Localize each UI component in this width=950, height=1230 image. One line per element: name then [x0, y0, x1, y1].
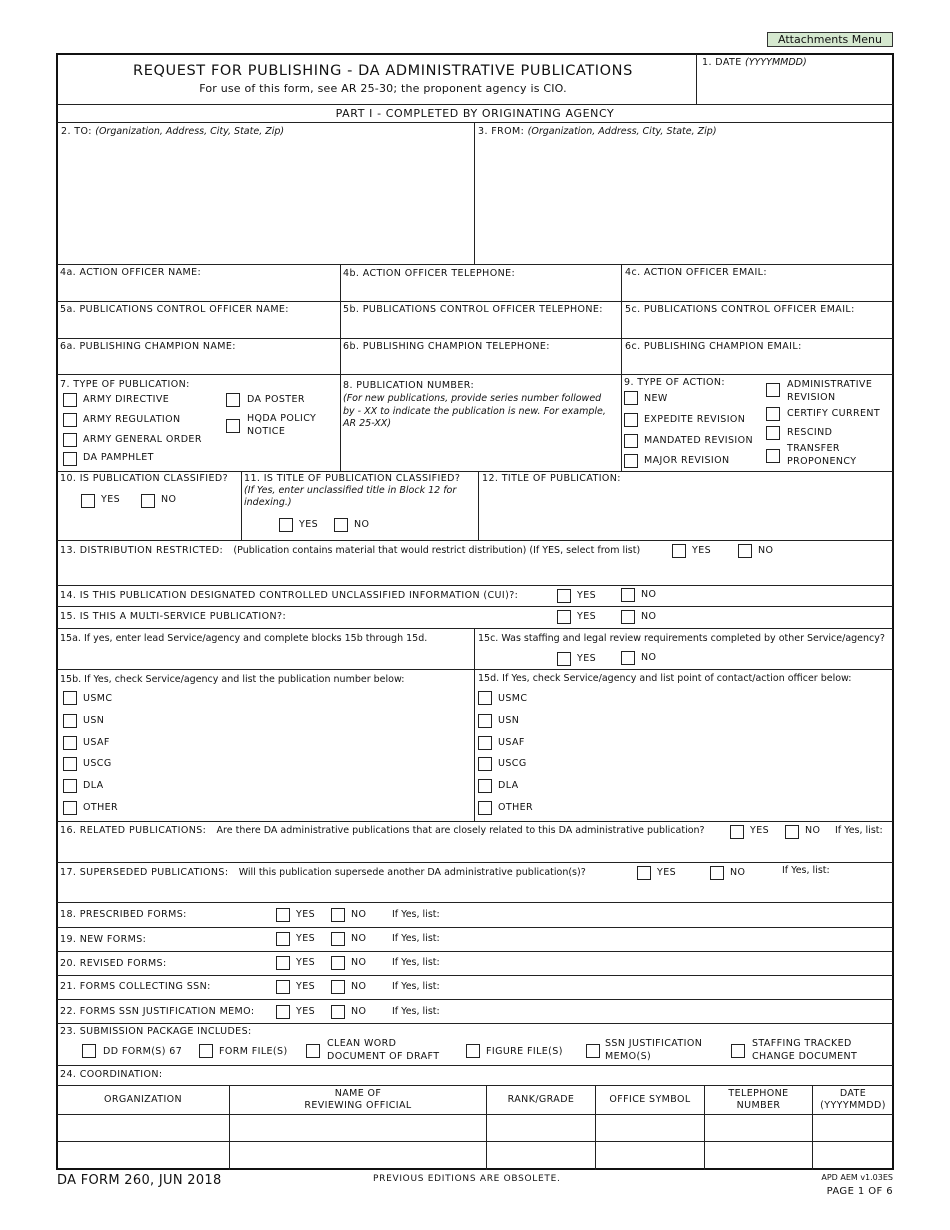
q15-no-label: NO	[641, 611, 657, 622]
form-id: DA FORM 260, JUN 2018	[57, 1173, 222, 1188]
from-hint: (Organization, Address, City, State, Zip)	[527, 126, 717, 137]
q21-yes-label: YES	[296, 981, 316, 992]
pco-email-field[interactable]: 5c. PUBLICATIONS CONTROL OFFICER EMAIL:	[625, 304, 855, 315]
transfer-label: TRANSFER	[787, 443, 840, 454]
q15d-usmc-label: USMC	[498, 693, 528, 704]
q13-label	[60, 545, 640, 557]
q11-no-label: NO	[354, 519, 370, 530]
q16-hint: Are there DA administrative publications that are closely related to this DA administrative publication?	[216, 825, 705, 836]
q15d-dla-label: DLA	[498, 780, 519, 791]
to-field[interactable]	[61, 126, 284, 138]
publication-number-hint-2: by - XX to indicate the publication is new. For example,	[343, 406, 606, 417]
q11-hint: (If Yes, enter unclassified title in Block 12 for	[244, 485, 457, 496]
q17-no-label: NO	[730, 867, 746, 878]
q22-label: 22. FORMS SSN JUSTIFICATION MEMO:	[60, 1006, 255, 1017]
form-files-checkbox[interactable]	[199, 1044, 213, 1058]
q17-title: 17. SUPERSEDED PUBLICATIONS:	[60, 867, 229, 878]
q22-yes-checkbox[interactable]	[276, 1005, 290, 1019]
q20-yes-label: YES	[296, 957, 316, 968]
ssn-justification-label: SSN JUSTIFICATION	[605, 1038, 703, 1049]
q15b-usaf-label: USAF	[83, 737, 110, 748]
q18-yes-label: YES	[296, 909, 316, 920]
q16-no-checkbox[interactable]	[785, 825, 799, 839]
da-pamphlet-checkbox[interactable]	[63, 452, 77, 466]
new-label: NEW	[644, 393, 668, 404]
q17-yes-label: YES	[657, 867, 677, 878]
staffing-tracked-label: STAFFING TRACKED	[752, 1038, 852, 1049]
q10-yes-label: YES	[101, 494, 121, 505]
q19-no-label: NO	[351, 933, 367, 944]
page-number: PAGE 1 OF 6	[826, 1186, 893, 1197]
certify-current-checkbox[interactable]	[766, 407, 780, 421]
pco-telephone-field[interactable]: 5b. PUBLICATIONS CONTROL OFFICER TELEPHONE:	[343, 304, 603, 315]
q21-label: 21. FORMS COLLECTING SSN:	[60, 981, 211, 992]
hqda-policy-label: HQDA POLICY	[247, 413, 317, 424]
q15d-other-checkbox[interactable]	[478, 801, 492, 815]
previous-editions-notice: PREVIOUS EDITIONS ARE OBSOLETE.	[373, 1174, 561, 1184]
q15b-usn-checkbox[interactable]	[63, 714, 77, 728]
q15c-no-checkbox[interactable]	[621, 651, 635, 665]
q15-yes-label: YES	[577, 611, 597, 622]
q15-yes-checkbox[interactable]	[557, 610, 571, 624]
da-pamphlet-label: DA PAMPHLET	[83, 452, 154, 463]
figure-files-checkbox[interactable]	[466, 1044, 480, 1058]
champion-email-field[interactable]: 6c. PUBLISHING CHAMPION EMAIL:	[625, 341, 802, 352]
ssn-justification-memo-checkbox[interactable]	[586, 1044, 600, 1058]
form-version: APD AEM v1.03ES	[821, 1173, 893, 1182]
q11-hint-2: indexing.)	[244, 497, 292, 508]
q17-label	[60, 867, 586, 879]
q13-yes-checkbox[interactable]	[672, 544, 686, 558]
document-of-draft-label: DOCUMENT OF DRAFT	[327, 1051, 440, 1062]
q10-label: 10. IS PUBLICATION CLASSIFIED?	[60, 473, 229, 484]
q13-no-label: NO	[758, 545, 774, 556]
q16-no-label: NO	[805, 825, 821, 836]
col-office-symbol-header: OFFICE SYMBOL	[609, 1094, 691, 1105]
date-label: 1. DATE	[702, 57, 742, 68]
q20-list-label: If Yes, list:	[392, 957, 440, 968]
publication-number-field[interactable]: 8. PUBLICATION NUMBER:	[343, 380, 475, 391]
q14-no-checkbox[interactable]	[621, 588, 635, 602]
date-format: (YYYYMMDD)	[745, 57, 807, 68]
q19-label: 19. NEW FORMS:	[60, 934, 147, 945]
hqda-policy-notice-checkbox[interactable]	[226, 419, 240, 433]
q15a-field[interactable]: 15a. If yes, enter lead Service/agency and complete blocks 15b through 15d.	[60, 633, 428, 644]
expedite-revision-checkbox[interactable]	[624, 413, 638, 427]
from-field[interactable]	[478, 126, 717, 138]
col-number-header: NUMBER	[736, 1100, 781, 1111]
q15d-usaf-checkbox[interactable]	[478, 736, 492, 750]
q19-list-label: If Yes, list:	[392, 933, 440, 944]
q15b-dla-checkbox[interactable]	[63, 779, 77, 793]
publication-number-hint: (For new publications, provide series number followed	[343, 393, 602, 404]
q10-no-checkbox[interactable]	[141, 494, 155, 508]
q17-list-label: If Yes, list:	[782, 865, 830, 876]
q15b-dla-label: DLA	[83, 780, 104, 791]
q10-no-label: NO	[161, 494, 177, 505]
action-officer-name-field[interactable]: 4a. ACTION OFFICER NAME:	[60, 267, 202, 278]
champion-name-field[interactable]: 6a. PUBLISHING CHAMPION NAME:	[60, 341, 236, 352]
q14-no-label: NO	[641, 589, 657, 600]
da-poster-checkbox[interactable]	[226, 393, 240, 407]
q17-no-checkbox[interactable]	[710, 866, 724, 880]
q14-label: 14. IS THIS PUBLICATION DESIGNATED CONTROLLED UNCLASSIFIED INFORMATION (CUI)?:	[60, 590, 519, 601]
q18-no-checkbox[interactable]	[331, 908, 345, 922]
q20-label: 20. REVISED FORMS:	[60, 958, 167, 969]
q16-yes-label: YES	[750, 825, 770, 836]
coordination-row-1[interactable]	[58, 1115, 228, 1140]
q15b-other-label: OTHER	[83, 802, 119, 813]
q23-label: 23. SUBMISSION PACKAGE INCLUDES:	[60, 1026, 252, 1037]
q18-no-label: NO	[351, 909, 367, 920]
q24-label: 24. COORDINATION:	[60, 1069, 163, 1080]
administrative-label: ADMINISTRATIVE	[787, 379, 873, 390]
army-regulation-label: ARMY REGULATION	[83, 414, 181, 425]
col-rank-grade-header: RANK/GRADE	[507, 1094, 575, 1105]
new-checkbox[interactable]	[624, 391, 638, 405]
q15d-other-label: OTHER	[498, 802, 534, 813]
q15b-usn-label: USN	[83, 715, 105, 726]
q19-yes-checkbox[interactable]	[276, 932, 290, 946]
q21-no-checkbox[interactable]	[331, 980, 345, 994]
q19-yes-label: YES	[296, 933, 316, 944]
q11-label: 11. IS TITLE OF PUBLICATION CLASSIFIED?	[244, 473, 461, 484]
army-directive-label: ARMY DIRECTIVE	[83, 394, 170, 405]
transfer-proponency-checkbox[interactable]	[766, 449, 780, 463]
q13-hint: (Publication contains material that would restrict distribution) (If YES, select from list)	[233, 545, 641, 556]
q17-yes-checkbox[interactable]	[637, 866, 651, 880]
q18-yes-checkbox[interactable]	[276, 908, 290, 922]
q15b-usmc-checkbox[interactable]	[63, 691, 77, 705]
da-poster-label: DA POSTER	[247, 394, 305, 405]
q20-yes-checkbox[interactable]	[276, 956, 290, 970]
q15c-label: 15c. Was staffing and legal review requirements completed by other Service/agency?	[478, 633, 885, 644]
staffing-tracked-change-checkbox[interactable]	[731, 1044, 745, 1058]
publication-number-hint-3: AR 25-XX)	[343, 418, 392, 429]
revision-label: REVISION	[787, 392, 836, 403]
q16-list-label: If Yes, list:	[835, 825, 883, 836]
action-officer-telephone-field[interactable]: 4b. ACTION OFFICER TELEPHONE:	[343, 268, 516, 279]
q15d-usn-label: USN	[498, 715, 520, 726]
q22-yes-label: YES	[296, 1006, 316, 1017]
q15c-yes-checkbox[interactable]	[557, 652, 571, 666]
to-label: 2. TO:	[61, 126, 92, 137]
q22-no-label: NO	[351, 1006, 367, 1017]
clean-word-label: CLEAN WORD	[327, 1038, 397, 1049]
rescind-checkbox[interactable]	[766, 426, 780, 440]
proponency-label: PROPONENCY	[787, 456, 857, 467]
army-general-order-label: ARMY GENERAL ORDER	[83, 434, 202, 445]
q15d-label: 15d. If Yes, check Service/agency and list point of contact/action officer below:	[478, 673, 852, 684]
col-date-format-header: (YYYYMMDD)	[820, 1100, 886, 1111]
q15-no-checkbox[interactable]	[621, 610, 635, 624]
col-date-header: DATE	[839, 1088, 867, 1099]
q16-label	[60, 825, 705, 837]
q15b-usaf-checkbox[interactable]	[63, 736, 77, 750]
dd-form-67-checkbox[interactable]	[82, 1044, 96, 1058]
administrative-revision-checkbox[interactable]	[766, 383, 780, 397]
army-general-order-checkbox[interactable]	[63, 433, 77, 447]
q10-yes-checkbox[interactable]	[81, 494, 95, 508]
q15b-usmc-label: USMC	[83, 693, 113, 704]
q15c-yes-label: YES	[577, 653, 597, 664]
q15b-uscg-label: USCG	[83, 758, 112, 769]
q15c-no-label: NO	[641, 652, 657, 663]
q18-list-label: If Yes, list:	[392, 909, 440, 920]
army-directive-checkbox[interactable]	[63, 393, 77, 407]
rescind-label: RESCIND	[787, 427, 833, 438]
q15d-dla-checkbox[interactable]	[478, 779, 492, 793]
hqda-notice-label: NOTICE	[247, 426, 286, 437]
q13-title: 13. DISTRIBUTION RESTRICTED:	[60, 545, 224, 556]
q16-yes-checkbox[interactable]	[730, 825, 744, 839]
q11-yes-checkbox[interactable]	[279, 518, 293, 532]
from-label: 3. FROM:	[478, 126, 525, 137]
q15d-uscg-checkbox[interactable]	[478, 757, 492, 771]
q18-label: 18. PRESCRIBED FORMS:	[60, 909, 187, 920]
change-document-label: CHANGE DOCUMENT	[752, 1051, 858, 1062]
q15b-other-checkbox[interactable]	[63, 801, 77, 815]
major-revision-checkbox[interactable]	[624, 454, 638, 468]
col-organization-header: ORGANIZATION	[103, 1094, 183, 1105]
col-telephone-header: TELEPHONE	[728, 1088, 789, 1099]
q14-yes-label: YES	[577, 590, 597, 601]
title-of-publication-field[interactable]: 12. TITLE OF PUBLICATION:	[482, 473, 621, 484]
attachments-menu-button[interactable]: Attachments Menu	[767, 32, 893, 47]
col-reviewing-official-header: REVIEWING OFFICIAL	[304, 1100, 412, 1111]
q11-no-checkbox[interactable]	[334, 518, 348, 532]
q21-yes-checkbox[interactable]	[276, 980, 290, 994]
q15d-usaf-label: USAF	[498, 737, 525, 748]
q15b-uscg-checkbox[interactable]	[63, 757, 77, 771]
q15d-usmc-checkbox[interactable]	[478, 691, 492, 705]
q11-yes-label: YES	[299, 519, 319, 530]
q15b-label: 15b. If Yes, check Service/agency and list the publication number below:	[60, 674, 405, 685]
q15d-uscg-label: USCG	[498, 758, 527, 769]
part1-heading: PART I - COMPLETED BY ORIGINATING AGENCY	[335, 107, 615, 120]
q16-title: 16. RELATED PUBLICATIONS:	[60, 825, 207, 836]
q22-list-label: If Yes, list:	[392, 1006, 440, 1017]
col-name-header: NAME OF	[334, 1088, 382, 1099]
mandated-revision-label: MANDATED REVISION	[644, 435, 753, 446]
mandated-revision-checkbox[interactable]	[624, 434, 638, 448]
action-officer-email-field[interactable]: 4c. ACTION OFFICER EMAIL:	[625, 267, 767, 278]
q15d-usn-checkbox[interactable]	[478, 714, 492, 728]
q20-no-checkbox[interactable]	[331, 956, 345, 970]
date-field[interactable]	[702, 57, 807, 69]
to-hint: (Organization, Address, City, State, Zip)	[95, 126, 285, 137]
q20-no-label: NO	[351, 957, 367, 968]
q14-yes-checkbox[interactable]	[557, 589, 571, 603]
form-title: REQUEST FOR PUBLISHING - DA ADMINISTRATIVE PUBLICATIONS	[133, 63, 633, 79]
memos-label: MEMO(S)	[605, 1051, 652, 1062]
army-regulation-checkbox[interactable]	[63, 413, 77, 427]
certify-current-label: CERTIFY CURRENT	[787, 408, 881, 419]
q19-no-checkbox[interactable]	[331, 932, 345, 946]
champion-telephone-field[interactable]: 6b. PUBLISHING CHAMPION TELEPHONE:	[343, 341, 550, 352]
form-subtitle: For use of this form, see AR 25-30; the proponent agency is CIO.	[199, 82, 567, 95]
q13-yes-label: YES	[692, 545, 712, 556]
q17-hint: Will this publication supersede another DA administrative publication(s)?	[238, 867, 586, 878]
form-files-label: FORM FILE(S)	[219, 1046, 288, 1057]
q21-list-label: If Yes, list:	[392, 981, 440, 992]
type-of-publication-label: 7. TYPE OF PUBLICATION:	[60, 379, 190, 390]
pco-name-field[interactable]: 5a. PUBLICATIONS CONTROL OFFICER NAME:	[60, 304, 289, 315]
q22-no-checkbox[interactable]	[331, 1005, 345, 1019]
q15-label: 15. IS THIS A MULTI-SERVICE PUBLICATION?:	[60, 611, 287, 622]
dd-form-67-label: DD FORM(S) 67	[103, 1046, 183, 1057]
q13-no-checkbox[interactable]	[738, 544, 752, 558]
type-of-action-label: 9. TYPE OF ACTION:	[624, 377, 725, 388]
clean-word-document-checkbox[interactable]	[306, 1044, 320, 1058]
figure-files-label: FIGURE FILE(S)	[486, 1046, 563, 1057]
major-revision-label: MAJOR REVISION	[644, 455, 730, 466]
q21-no-label: NO	[351, 981, 367, 992]
coordination-row-2[interactable]	[58, 1142, 228, 1168]
expedite-revision-label: EXPEDITE REVISION	[644, 414, 746, 425]
